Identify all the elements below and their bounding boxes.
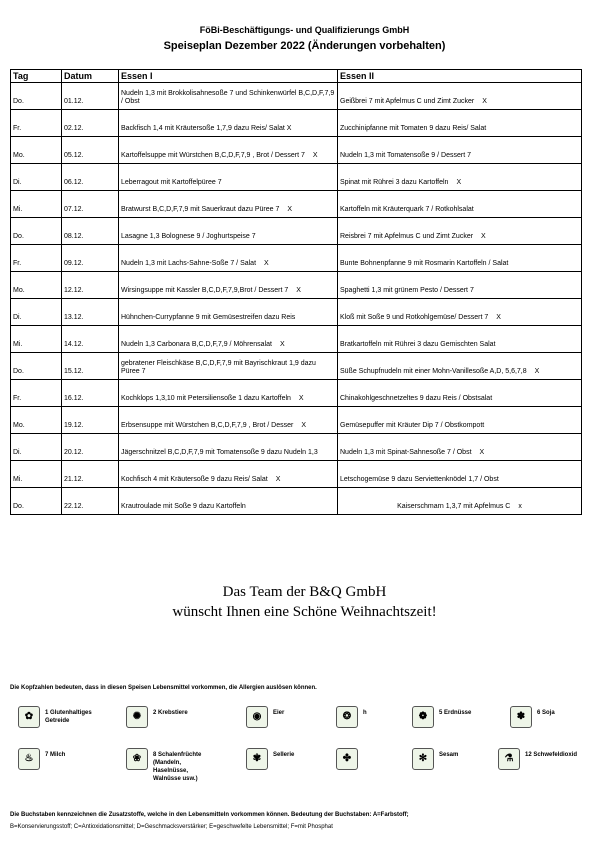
essen-2-cell: [338, 299, 582, 326]
allergen-item: [126, 706, 188, 728]
grain-icon: ✿: [18, 706, 40, 728]
essen-2-cell: [338, 164, 582, 191]
datum-cell: 05.12.: [62, 137, 119, 164]
dish-text: Nudeln 1,3 mit Tomatensoße 9 / Dessert 7: [340, 152, 471, 159]
greeting-line-1: Das Team der B&Q GmbH: [222, 584, 387, 600]
tag-cell: Do.: [11, 218, 62, 245]
selection-mark: X: [496, 314, 501, 321]
allergen-label: 8 Schalenfrüchte (Mandeln, Haselnüsse, Walnüsse usw.): [153, 752, 202, 782]
selection-mark: X: [296, 287, 301, 294]
table-row: [11, 110, 582, 137]
allergen-label: 2 Krebstiere: [153, 710, 188, 716]
table-row: [11, 299, 582, 326]
essen-1-cell: [119, 83, 338, 110]
crab-icon: ✺: [126, 706, 148, 728]
dish-text: Bunte Bohnenpfanne 9 mit Rosmarin Kartoffeln / Salat: [340, 260, 509, 267]
tag-cell: Fr.: [11, 245, 62, 272]
table-row: [11, 137, 582, 164]
selection-mark: X: [301, 422, 307, 429]
tag-cell: Fr.: [11, 110, 62, 137]
selection-mark: x: [518, 503, 522, 510]
table-row: [11, 461, 582, 488]
nut-icon: ❀: [126, 748, 148, 770]
dish-text: Spaghetti 1,3 mit grünem Pesto / Dessert 7: [340, 287, 474, 294]
essen-2-cell: [338, 326, 582, 353]
essen-2-cell: [338, 218, 582, 245]
egg-icon: ◉: [246, 706, 268, 728]
tag-cell: Mi.: [11, 461, 62, 488]
selection-mark: X: [275, 476, 281, 483]
selection-mark: X: [279, 341, 285, 348]
dish-text: Reisbrei 7 mit Apfelmus C und Zimt Zucker: [340, 233, 474, 240]
selection-mark: X: [312, 152, 318, 159]
allergen-label: 5 Erdnüsse: [439, 710, 472, 716]
essen-2-cell: [338, 272, 582, 299]
essen-1-cell: [119, 110, 338, 137]
dish-text: Jägerschnitzel B,C,D,F,7,9 mit Tomatensoße 9 dazu Nudeln 1,3: [121, 449, 318, 456]
datum-cell: 01.12.: [62, 83, 119, 110]
table-row: [11, 326, 582, 353]
table-row: [11, 407, 582, 434]
table-row: [11, 434, 582, 461]
allergen-item: [412, 748, 458, 770]
dish-text: Lasagne 1,3 Bolognese 9 / Joghurtspeise 7: [121, 233, 256, 240]
greeting-line-2: wünscht Ihnen eine Schöne Weihnachtszeit!: [172, 604, 437, 620]
additives-note-heading: Die Buchstaben kennzeichnen die Zusatzstoffe, welche in den Lebensmitteln vorkommen können. Bedeutung der Buchstaben: A=Farbstoff;: [10, 812, 409, 818]
selection-mark: X: [456, 179, 462, 186]
tag-cell: Mi.: [11, 191, 62, 218]
christmas-greeting: [0, 582, 609, 622]
dish-text: Leberragout mit Kartoffelpüree 7: [121, 179, 222, 186]
allergen-item: [510, 706, 555, 728]
menu-table: [10, 69, 582, 515]
allergen-item: [126, 748, 211, 783]
datum-cell: 16.12.: [62, 380, 119, 407]
essen-2-cell: [338, 488, 582, 515]
datum-cell: 21.12.: [62, 461, 119, 488]
table-row: [11, 353, 582, 380]
page-title: Speiseplan Dezember 2022 (Änderungen vorbehalten): [163, 40, 446, 52]
dish-text: Kochklops 1,3,10 mit Petersiliensoße 1 dazu Kartoffeln: [121, 395, 291, 402]
celery-icon: ✾: [246, 748, 268, 770]
essen-1-cell: [119, 218, 338, 245]
essen-1-cell: [119, 407, 338, 434]
dish-text: Zucchinipfanne mit Tomaten 9 dazu Reis/ Salat: [340, 125, 487, 132]
dish-text: Kochfisch 4 mit Kräutersoße 9 dazu Reis/ Salat: [121, 476, 268, 483]
datum-cell: 22.12.: [62, 488, 119, 515]
tag-cell: Do.: [11, 353, 62, 380]
datum-cell: 06.12.: [62, 164, 119, 191]
essen-1-cell: [119, 272, 338, 299]
dish-text: Gemüsepuffer mit Kräuter Dip 7 / Obstkompott: [340, 422, 485, 429]
essen-2-cell: [338, 245, 582, 272]
essen-2-cell: [338, 353, 582, 380]
dish-text: Bratwurst B,C,D,F,7,9 mit Sauerkraut dazu Püree 7: [121, 206, 280, 213]
allergen-label: Sesam: [439, 752, 459, 758]
selection-mark: X: [298, 395, 304, 402]
dish-text: Kloß mit Soße 9 und Rotkohlgemüse/ Dessert 7: [340, 314, 489, 321]
dish-text: Bratkartoffeln mit Rührei 3 dazu Gemischten Salat: [340, 341, 496, 348]
essen-1-cell: [119, 353, 338, 380]
dish-text: gebratener Fleischkäse B,C,D,F,7,9 mit Bayrischkraut 1,9 dazu Püree 7: [121, 360, 316, 375]
datum-cell: 15.12.: [62, 353, 119, 380]
allergen-label: 12 Schwefeldioxid: [525, 752, 578, 758]
essen-1-cell: [119, 191, 338, 218]
dish-text: Krautroulade mit Soße 9 dazu Kartoffeln: [121, 503, 246, 510]
datum-cell: 09.12.: [62, 245, 119, 272]
table-row: [11, 380, 582, 407]
allergen-label: h: [363, 710, 367, 716]
allergen-item: [18, 706, 103, 728]
essen-2-cell: [338, 461, 582, 488]
milk-icon: ♨: [18, 748, 40, 770]
column-header-essen-1: Essen I: [119, 70, 338, 83]
tag-cell: Fr.: [11, 380, 62, 407]
dish-text: Süße Schupfnudeln mit einer Mohn-Vanillesoße A,D, 5,6,7,8: [340, 368, 527, 375]
tag-cell: Mo.: [11, 272, 62, 299]
datum-cell: 07.12.: [62, 191, 119, 218]
soy-icon: ✽: [510, 706, 532, 728]
dish-text: Nudeln 1,3 mit Spinat-Sahnesoße 7 / Obst: [340, 449, 472, 456]
essen-2-cell: [338, 407, 582, 434]
column-header-essen-2: Essen II: [338, 70, 582, 83]
essen-1-cell: [119, 245, 338, 272]
tag-cell: Mi.: [11, 326, 62, 353]
dish-text: Nudeln 1,3 mit Lachs-Sahne-Soße 7 / Salat: [121, 260, 257, 267]
allergen-label: 7 Milch: [45, 752, 66, 758]
table-row: [11, 218, 582, 245]
datum-cell: 08.12.: [62, 218, 119, 245]
dish-text: Chinakohlgeschnetzeltes 9 dazu Reis / Obstsalat: [340, 395, 493, 402]
essen-1-cell: [119, 137, 338, 164]
essen-2-cell: [338, 110, 582, 137]
dish-text: Hühnchen-Currypfanne 9 mit Gemüsestreifen dazu Reis: [121, 314, 296, 321]
selection-mark: X: [534, 368, 540, 375]
essen-2-cell: [338, 83, 582, 110]
dish-text: Nudeln 1,3 Carbonara B,C,D,F,7,9 / Möhrensalat: [121, 341, 272, 348]
essen-1-cell: [119, 380, 338, 407]
tag-cell: Di.: [11, 299, 62, 326]
selection-mark: X: [287, 206, 293, 213]
organization-name: FöBi-Beschäftigungs- und Qualifizierungs GmbH: [199, 25, 410, 35]
essen-1-cell: [119, 164, 338, 191]
dish-text: Kaiserschmarn 1,3,7 mit Apfelmus C: [397, 503, 511, 510]
dish-text: Geißbrei 7 mit Apfelmus C und Zimt Zucker: [340, 98, 475, 105]
dish-text: Wirsingsuppe mit Kassler B,C,D,F,7,9,Brot / Dessert 7: [121, 287, 289, 294]
dish-text: Spinat mit Rührei 3 dazu Kartoffeln: [340, 179, 449, 186]
allergen-note: Die Kopfzahlen bedeuten, dass in diesen Speisen Lebensmittel vorkommen, die Allergien auslösen können.: [10, 685, 317, 691]
table-row: [11, 245, 582, 272]
table-row: [11, 488, 582, 515]
fish-icon: ❂: [336, 706, 358, 728]
sesame-icon: ✻: [412, 748, 434, 770]
allergen-item: [336, 706, 367, 728]
essen-2-cell: [338, 380, 582, 407]
essen-1-cell: [119, 488, 338, 515]
column-header-datum: Datum: [62, 70, 119, 83]
tag-cell: Di.: [11, 434, 62, 461]
allergen-label: 1 Glutenhaltiges Getreide: [45, 710, 92, 724]
table-row: [11, 164, 582, 191]
menu-table-body: [11, 83, 582, 515]
allergen-item: [246, 706, 284, 728]
selection-mark: X: [481, 233, 486, 240]
dish-text: Letschogemüse 9 dazu Serviettenknödel 1,7 / Obst: [340, 476, 499, 483]
tag-cell: Do.: [11, 83, 62, 110]
dish-text: Kartoffeln mit Kräuterquark 7 / Rotkohlsalat: [340, 206, 474, 213]
essen-1-cell: [119, 434, 338, 461]
essen-2-cell: [338, 434, 582, 461]
essen-2-cell: [338, 137, 582, 164]
datum-cell: 13.12.: [62, 299, 119, 326]
sulfite-icon: ⚗: [498, 748, 520, 770]
dish-text: Backfisch 1,4 mit Kräutersoße 1,7,9 dazu Reis/ Salat X: [121, 125, 292, 132]
essen-1-cell: [119, 326, 338, 353]
tag-cell: Do.: [11, 488, 62, 515]
table-header-row: [11, 70, 582, 83]
selection-mark: X: [264, 260, 269, 267]
dish-text: Nudeln 1,3 mit Brokkolisahnesoße 7 und Schinkenwürfel B,C,D,F,7,9 / Obst: [121, 90, 335, 105]
datum-cell: 19.12.: [62, 407, 119, 434]
datum-cell: 20.12.: [62, 434, 119, 461]
dish-text: Kartoffelsuppe mit Würstchen B,C,D,F,7,9 , Brot / Dessert 7: [121, 152, 305, 159]
peanut-icon: ❁: [412, 706, 434, 728]
allergen-label: Sellerie: [273, 752, 295, 758]
allergen-item: [498, 748, 577, 770]
tag-cell: Di.: [11, 164, 62, 191]
allergen-label: 6 Soja: [537, 710, 555, 716]
table-row: [11, 272, 582, 299]
dish-text: Erbsensuppe mit Würstchen B,C,D,F,7,9 , Brot / Desser: [121, 422, 294, 429]
datum-cell: 12.12.: [62, 272, 119, 299]
additives-note: B=Konservierungsstoff; C=Antioxidationsmittel; D=Geschmacksverstärker; E=geschwefelte Lebensmittel; F=mit Phosphat: [10, 824, 333, 830]
selection-mark: X: [479, 449, 485, 456]
allergen-label: Eier: [273, 710, 285, 716]
column-header-tag: Tag: [11, 70, 62, 83]
selection-mark: X: [482, 98, 487, 105]
allergen-item: [336, 748, 363, 770]
datum-cell: 02.12.: [62, 110, 119, 137]
table-row: [11, 83, 582, 110]
table-row: [11, 191, 582, 218]
datum-cell: 14.12.: [62, 326, 119, 353]
essen-1-cell: [119, 299, 338, 326]
essen-2-cell: [338, 191, 582, 218]
mustard-icon: ✤: [336, 748, 358, 770]
essen-1-cell: [119, 461, 338, 488]
allergen-item: [18, 748, 65, 770]
allergen-item: [412, 706, 471, 728]
tag-cell: Mo.: [11, 407, 62, 434]
tag-cell: Mo.: [11, 137, 62, 164]
allergen-item: [246, 748, 294, 770]
